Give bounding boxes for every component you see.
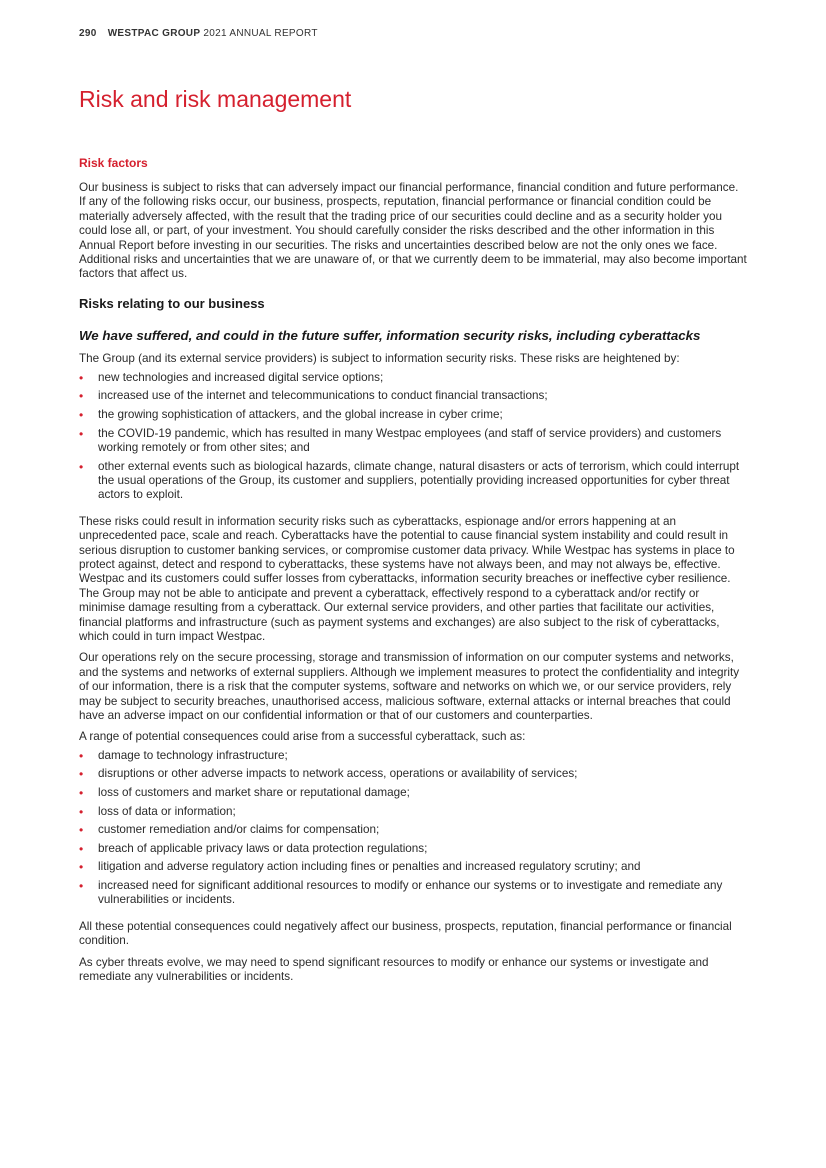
- list-item: • customer remediation and/or claims for compensation;: [79, 823, 380, 838]
- paragraph-4: A range of potential consequences could arise from a successful cyberattack, such as:: [79, 730, 526, 744]
- list-item: • breach of applicable privacy laws or data protection regulations;: [79, 841, 428, 856]
- paragraph-6: As cyber threats evolve, we may need to spend significant resources to modify or enhance our systems or investigate and remediate any vulnerabilities or incidents.: [79, 955, 709, 984]
- list-item: • increased need for significant additional resources to modify or enhance our systems or to investigate and remediate any vulnerabilities or incidents.: [79, 879, 723, 907]
- bullet-icon: •: [79, 786, 84, 801]
- running-header: [79, 28, 318, 39]
- paragraph-1: The Group (and its external service providers) is subject to information security risks. These risks are heightened by:: [79, 352, 680, 366]
- bullet-icon: •: [79, 370, 84, 385]
- main-content: [79, 156, 747, 991]
- list-item: • the COVID-19 pandemic, which has resulted in many Westpac employees (and staff of service providers) and customers working remotely or from other sites; and: [79, 426, 722, 454]
- list-item: • litigation and adverse regulatory action including fines or penalties and increased regulatory scrutiny; and: [79, 860, 641, 875]
- bullet-icon: •: [79, 389, 84, 404]
- bullet-list-1: [79, 371, 747, 503]
- intro-paragraph: Our business is subject to risks that can adversely impact our financial performance, financial condition and future performance. If any of the following risks occur, our business, prospects, reputation, financial performance or financial condition could be materially adversely affected, with the result that the trading price of our securities could decline and as a security holder you could lose all, or part, of your investment. You should carefully consider the risks described and the other information in this Annual Report before investing in our securities. The risks and uncertainties described below are not the only ones we face. Additional risks and uncertainties that we are unaware of, or that we currently deem to be immaterial, may also become important factors that affect us.: [79, 181, 747, 281]
- bullet-icon: •: [79, 748, 84, 763]
- bullet-icon: •: [79, 879, 84, 893]
- company-name: WESTPAC GROUP: [107, 28, 201, 39]
- paragraph-2: These risks could result in information security risks such as cyberattacks, espionage and/or errors happening at an unprecedented pace, scale and reach. Cyberattacks have the potential to cause financial system instability and could result in serious disruption to customer banking services, or compromise customer data privacy. While Westpac has systems in place to protect against, detect and respond to cyberattacks, these systems have not always been, and may not always be, effective. Westpac and its customers could suffer losses from cyberattacks, information security breaches or ineffective cyber resilience. The Group may not be able to anticipate and prevent a cyberattack, effectively respond to a cyberattack and/or rectify or minimise damage resulting from a cyberattack. Our external service providers, and other parties that facilitate our activities, financial platforms and infrastructure (such as payment systems and exchanges) are also subject to the risk of cyberattacks, which could in turn impact Westpac.: [79, 514, 735, 643]
- page-title: Risk and risk management: [79, 86, 352, 112]
- list-item: • the growing sophistication of attackers, and the global increase in cyber crime;: [79, 407, 503, 422]
- subheading: Risks relating to our business: [79, 295, 265, 311]
- page-number: 290: [79, 28, 97, 39]
- section-label: Risk factors: [79, 156, 148, 170]
- list-item: • damage to technology infrastructure;: [79, 748, 288, 763]
- list-item: • other external events such as biological hazards, climate change, natural disasters or acts of terrorism, which could interrupt the usual operations of the Group, its customer and suppliers, potentially providing increased opportunities for cyber threat actors to exploit.: [79, 459, 740, 502]
- bullet-icon: •: [79, 426, 84, 441]
- risk-heading: We have suffered, and could in the future suffer, information security risks, including cyberattacks: [79, 327, 701, 343]
- bullet-icon: •: [79, 823, 84, 838]
- report-name: 2021 ANNUAL REPORT: [203, 28, 318, 39]
- list-item: • disruptions or other adverse impacts to network access, operations or availability of services;: [79, 767, 578, 782]
- bullet-icon: •: [79, 841, 84, 856]
- bullet-icon: •: [79, 767, 84, 782]
- paragraph-3: Our operations rely on the secure processing, storage and transmission of information on our computer systems and networks, and the systems and networks of external suppliers. Although we implement measures to protect the confidentiality and integrity of our information, there is a risk that the computer systems, software and networks on which we, or our service providers, rely may be subject to security breaches, unauthorised access, malicious software, external attacks or internal breaches that could have an adverse impact on our confidential information or that of our customers and counterparties.: [79, 651, 740, 723]
- list-item: • loss of data or information;: [79, 804, 236, 819]
- paragraph-5: All these potential consequences could negatively affect our business, prospects, reputation, financial performance or financial condition.: [79, 919, 732, 948]
- bullet-icon: •: [79, 860, 84, 875]
- bullet-icon: •: [79, 804, 84, 819]
- bullet-list-2: [79, 749, 747, 908]
- list-item: • increased use of the internet and telecommunications to conduct financial transactions;: [79, 389, 548, 404]
- bullet-icon: •: [79, 459, 84, 474]
- list-item: • new technologies and increased digital service options;: [79, 370, 384, 385]
- list-item: • loss of customers and market share or reputational damage;: [79, 786, 410, 801]
- bullet-icon: •: [79, 407, 84, 422]
